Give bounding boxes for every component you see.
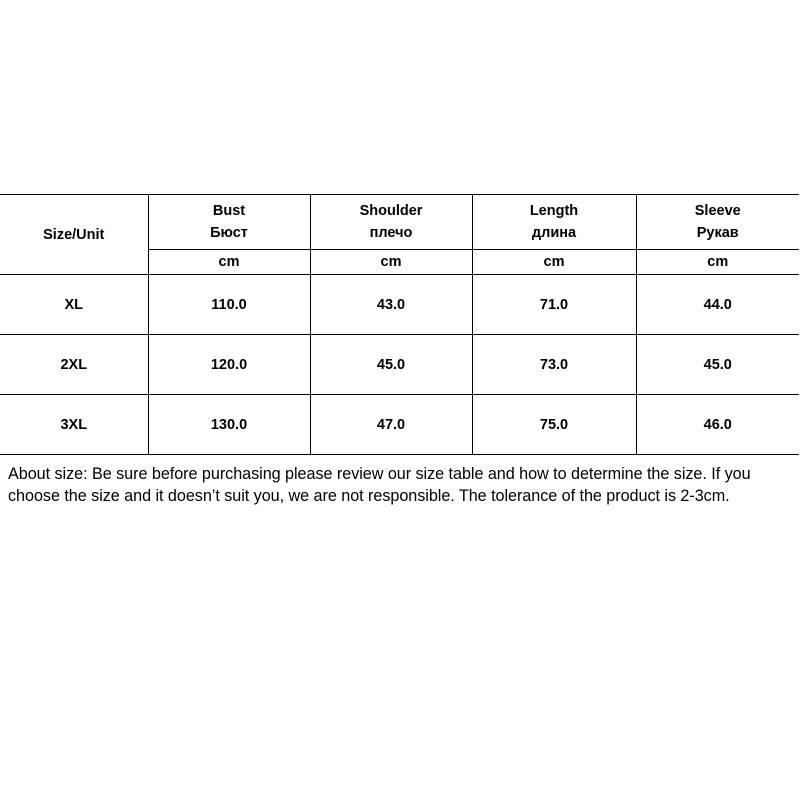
header-row — [0, 195, 799, 250]
size-cell: 2XL — [0, 335, 148, 395]
size-note: About size: Be sure before purchasing please review our size table and how to determine the size. If you choose the size and it doesn’t suit you, we are not responsible. The tolerance of the product is 2-3cm. — [8, 465, 751, 505]
size-unit-header: Size/Unit — [0, 195, 148, 275]
sleeve-header — [636, 195, 799, 250]
table-row — [0, 395, 799, 455]
length-cell: 73.0 — [472, 335, 636, 395]
length-label-ru: длина — [531, 225, 577, 241]
shoulder-label-en: Shoulder — [359, 203, 423, 219]
length-label-en: Length — [529, 203, 579, 219]
shoulder-cell: 47.0 — [310, 395, 472, 455]
bust-cell: 130.0 — [148, 395, 310, 455]
shoulder-header — [310, 195, 472, 250]
bust-header — [148, 195, 310, 250]
sleeve-cell: 45.0 — [636, 335, 799, 395]
sleeve-label-ru: Рукав — [696, 225, 739, 241]
size-cell: XL — [0, 275, 148, 335]
shoulder-unit: cm — [310, 250, 472, 275]
length-unit: cm — [472, 250, 636, 275]
sleeve-cell: 46.0 — [636, 395, 799, 455]
shoulder-cell: 43.0 — [310, 275, 472, 335]
length-header — [472, 195, 636, 250]
sleeve-cell: 44.0 — [636, 275, 799, 335]
size-cell: 3XL — [0, 395, 148, 455]
table-row — [0, 275, 799, 335]
shoulder-label-ru: плечо — [369, 225, 413, 241]
sleeve-unit: cm — [636, 250, 799, 275]
table-row — [0, 335, 799, 395]
bust-unit: cm — [148, 250, 310, 275]
shoulder-cell: 45.0 — [310, 335, 472, 395]
bust-label-en: Bust — [212, 203, 246, 219]
length-cell: 75.0 — [472, 395, 636, 455]
bust-cell: 110.0 — [148, 275, 310, 335]
bust-cell: 120.0 — [148, 335, 310, 395]
size-table — [0, 194, 799, 455]
length-cell: 71.0 — [472, 275, 636, 335]
sleeve-label-en: Sleeve — [694, 203, 741, 219]
bust-label-ru: Бюст — [210, 225, 248, 241]
